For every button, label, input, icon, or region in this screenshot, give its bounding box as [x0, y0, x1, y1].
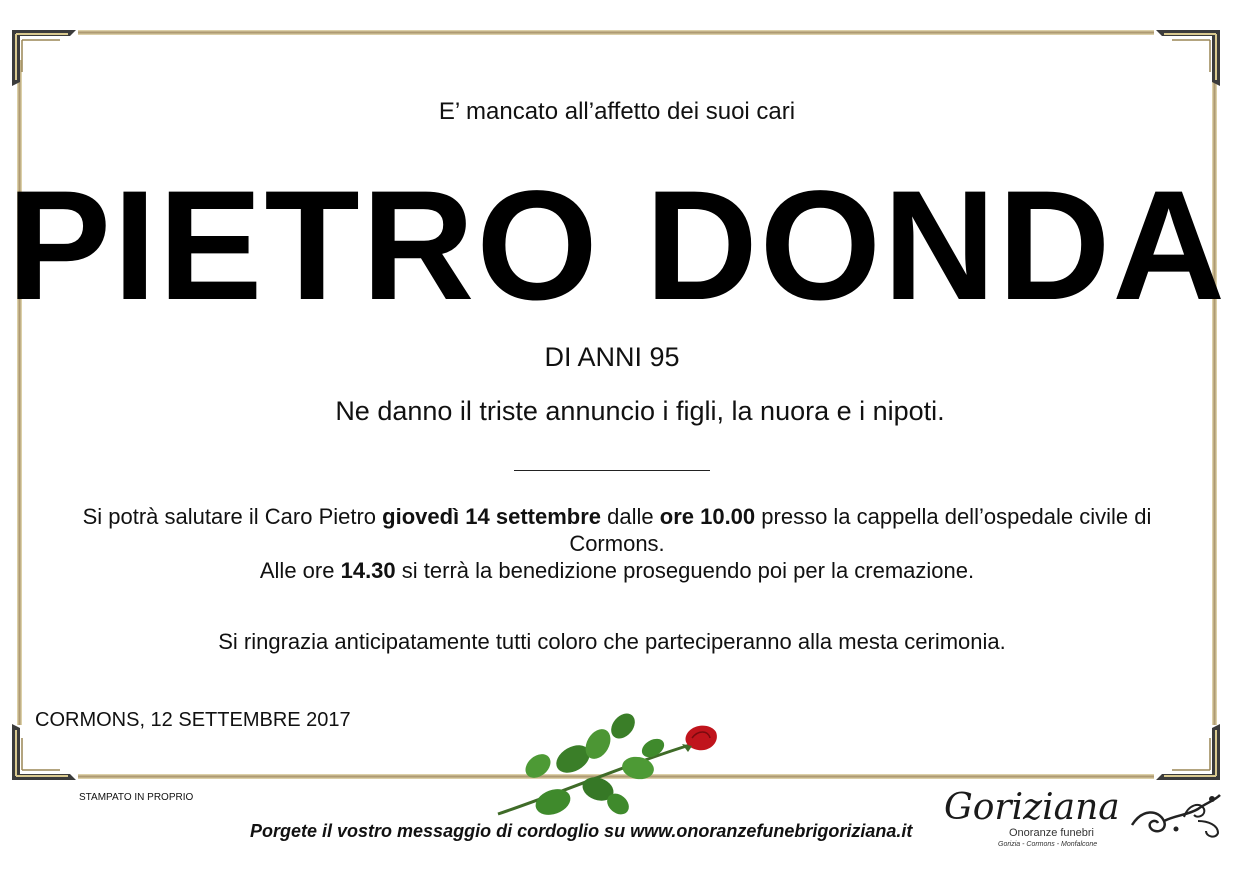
frame-corner-ornament-icon — [1152, 722, 1222, 782]
funeral-home-logo — [940, 787, 1230, 857]
deceased-name: PIETRO DONDA — [6, 159, 1228, 333]
notice-intro: E’ mancato all’affetto dei suoi cari — [438, 98, 796, 125]
visitation-paragraph — [35, 503, 1199, 584]
printed-note: STAMPATO IN PROPRIO — [79, 792, 194, 803]
dateline: CORMONS, 12 SETTEMBRE 2017 — [35, 709, 351, 731]
family-announcement: Ne danno il triste annuncio i figli, la nuora e i nipoti. — [335, 396, 945, 426]
frame-corner-ornament-icon — [1152, 28, 1222, 88]
visit-text: dalle — [601, 504, 660, 529]
frame-corner-ornament-icon — [10, 28, 80, 88]
thanks-line: Si ringrazia anticipatamente tutti coloro che parteciperanno alla mesta cerimonia. — [218, 629, 1006, 654]
visit-time: ore 10.00 — [659, 504, 756, 529]
visit-text: Si potrà salutare il Caro Pietro — [82, 504, 383, 529]
deceased-age: DI ANNI 95 — [544, 342, 680, 372]
divider-line — [514, 470, 710, 471]
logo-name: Goriziana — [944, 787, 1120, 828]
frame-top-border — [78, 30, 1154, 35]
blessing-text: si terrà la benedizione proseguendo poi per la cremazione. — [395, 558, 975, 583]
condolence-message-link[interactable]: Porgete il vostro messaggio di cordoglio su www.onoranzefunebrigoriziana.it — [250, 821, 913, 841]
visit-text: presso la cappella dell’ospedale civile di Cormons. — [569, 504, 1152, 556]
blessing-text: Alle ore — [259, 558, 341, 583]
logo-places: Gorizia - Cormons - Monfalcone — [998, 841, 1098, 848]
rose-icon — [478, 704, 730, 824]
logo-subtitle: Onoranze funebri — [1009, 827, 1094, 839]
visit-day: giovedì 14 settembre — [382, 504, 602, 529]
blessing-time: 14.30 — [340, 558, 396, 583]
floral-ornament-icon — [1128, 791, 1224, 841]
